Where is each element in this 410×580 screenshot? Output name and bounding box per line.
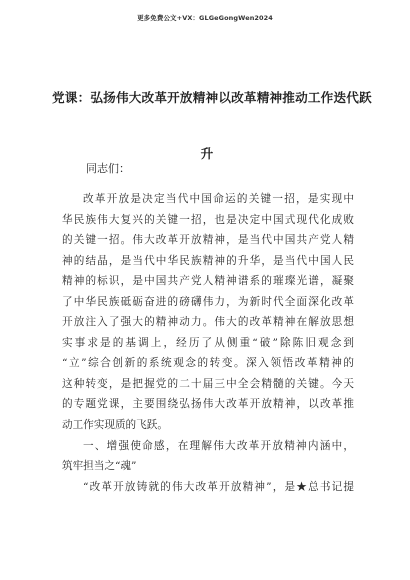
salutation: 同志们： [86, 162, 130, 175]
text-line: 这种转变，是把握党的二十届三中全会精髓的关键。今天 [62, 377, 354, 390]
paragraph-intro [62, 189, 354, 436]
text-line: 一、增强使命感，在理解伟大改革开放精神内涵中， [83, 439, 354, 452]
paragraph-section1 [62, 477, 354, 498]
text-line: “改革开放铸就的伟大改革开放精神”，是★总书记提 [83, 480, 354, 493]
title-line-1: 党课：弘扬伟大改革开放精神以改革精神推动工作迭代跃 [52, 90, 372, 105]
section-heading-1 [62, 436, 354, 477]
title-line-2: 升 [200, 146, 214, 161]
text-line: 的关键一招。伟大改革开放精神，是当代中国共产党人精 [62, 234, 354, 247]
text-line: 华民族伟大复兴的关键一招，也是决定中国式现代化成败 [62, 213, 354, 226]
text-line: 了中华民族砥砺奋进的磅礴伟力，为新时代全面深化改革 [62, 295, 354, 308]
text-line: “立”综合创新的系统观念的转变。深入领悟改革精神的 [62, 357, 354, 370]
text-line: 实事求是的基调上，经历了从侧重“破”除陈旧观念到 [62, 336, 354, 349]
text-line: 开放注入了强大的精神动力。伟大的改革精神在解放思想 [62, 316, 354, 329]
text-line: 动工作实现质的飞跃。 [62, 419, 168, 432]
text-line: 的专题党课，主要围绕弘扬伟大改革开放精神，以改革推 [62, 398, 354, 411]
text-line: 神的结晶，是当代中华民族精神的升华，是当代中国人民 [62, 254, 354, 267]
text-line: 筑牢担当之“魂” [62, 460, 137, 473]
header-note: 更多免费公文+VX：GLGeGongWen2024 [137, 14, 273, 22]
document-body [62, 189, 354, 497]
text-line: 精神的标识，是中国共产党人精神谱系的璀璨光谱，凝聚 [62, 275, 354, 288]
text-line: 改革开放是决定当代中国命运的关键一招，是实现中 [83, 193, 354, 205]
